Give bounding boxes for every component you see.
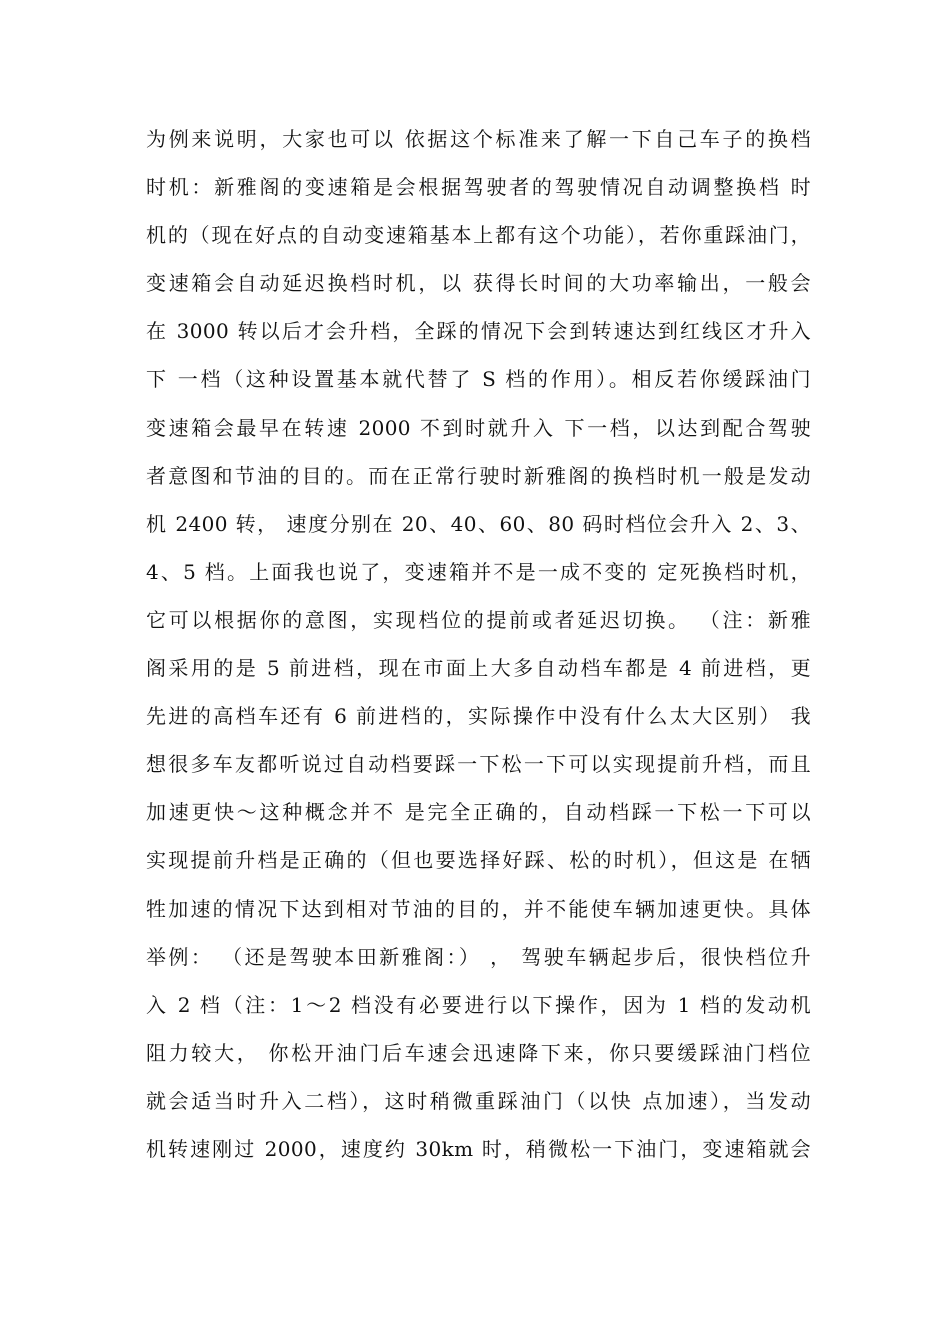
text-line: 在 3000 转以后才会升档，全踩的情况下会到转速达到红线区才升入 (146, 319, 811, 344)
text-line: 机 2400 转， 速度分别在 20、40、60、80 码时档位会升入 2、3、 (146, 511, 811, 536)
text-line: 下 一档（这种设置基本就代替了 S 档的作用）。相反若你缓踩油门 (146, 367, 811, 392)
body-text (146, 115, 811, 1173)
text-line: 机的（现在好点的自动变速箱基本上都有这个功能），若你重踩油门， (146, 223, 811, 248)
text-line: 阻力较大， 你松开油门后车速会迅速降下来，你只要缓踩油门档位 (146, 1040, 811, 1065)
text-line: 先进的高档车还有 6 前进档的，实际操作中没有什么太大区别） 我 (146, 704, 811, 729)
text-line: 阁采用的是 5 前进档，现在市面上大多自动档车都是 4 前进档，更 (146, 656, 811, 681)
text-line: 牲加速的情况下达到相对节油的目的，并不能使车辆加速更快。具体 (146, 896, 811, 921)
text-line: 变速箱会最早在转速 2000 不到时就升入 下一档，以达到配合驾驶 (146, 415, 811, 440)
text-line: 4、5 档。上面我也说了，变速箱并不是一成不变的 定死换档时机， (146, 559, 811, 584)
text-line: 举例： （还是驾驶本田新雅阁：） ， 驾驶车辆起步后，很快档位升 (146, 944, 811, 969)
text-line: 时机：新雅阁的变速箱是会根据驾驶者的驾驶情况自动调整换档 时 (146, 175, 811, 200)
text-line: 变速箱会自动延迟换档时机，以 获得长时间的大功率输出，一般会 (146, 271, 811, 296)
text-line: 想很多车友都听说过自动档要踩一下松一下可以实现提前升档，而且 (146, 752, 811, 777)
text-line: 机转速刚过 2000，速度约 30km 时，稍微松一下油门，变速箱就会 (146, 1136, 811, 1161)
text-line: 就会适当时升入二档），这时稍微重踩油门（以快 点加速），当发动 (146, 1088, 811, 1113)
text-line: 为例来说明，大家也可以 依据这个标准来了解一下自己车子的换档 (146, 127, 811, 151)
text-line: 者意图和节油的目的。而在正常行驶时新雅阁的换档时机一般是发动 (146, 463, 811, 488)
text-line: 实现提前升档是正确的（但也要选择好踩、松的时机），但这是 在牺 (146, 848, 811, 873)
text-line: 入 2 档（注：1～2 档没有必要进行以下操作，因为 1 档的发动机 (146, 992, 811, 1017)
text-line: 加速更快～这种概念并不 是完全正确的，自动档踩一下松一下可以 (146, 800, 811, 825)
text-line: 它可以根据你的意图，实现档位的提前或者延迟切换。 （注：新雅 (146, 607, 811, 632)
